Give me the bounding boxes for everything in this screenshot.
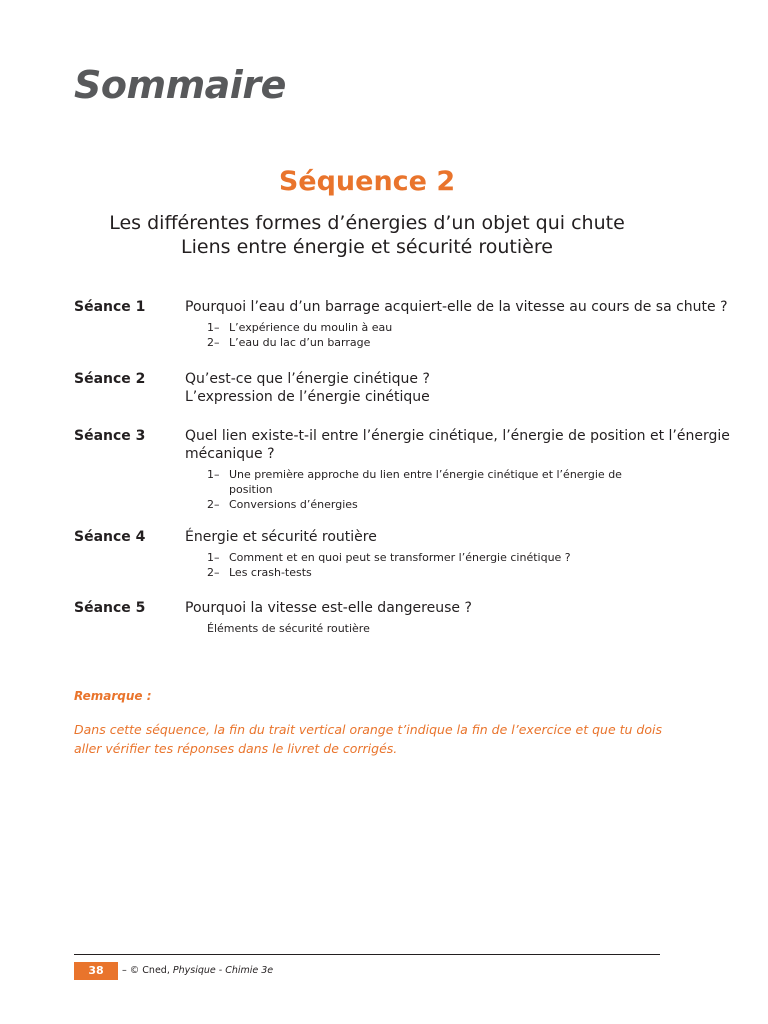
session-body xyxy=(185,528,674,580)
sequence-subtitle-line: Liens entre énergie et sécurité routière xyxy=(181,236,553,258)
session-label: Séance 4 xyxy=(74,529,146,545)
session-body xyxy=(185,370,674,406)
list-item xyxy=(207,335,674,350)
sequence-title: Séquence 2 xyxy=(278,166,456,197)
session-items xyxy=(185,550,674,580)
item-text: L’eau du lac d’un barrage xyxy=(229,336,371,349)
page-title: Sommaire xyxy=(74,63,286,107)
item-number: 1– xyxy=(207,468,220,481)
session-label: Séance 3 xyxy=(74,428,146,444)
item-number: 1– xyxy=(207,551,220,564)
session-title-line: Quel lien existe-t-il entre l’énergie cinétique, l’énergie de position et l’énergie xyxy=(185,428,730,444)
list-item xyxy=(207,565,674,580)
session-body xyxy=(185,427,730,512)
footer-credit xyxy=(122,963,273,979)
session-title xyxy=(185,298,728,316)
page-number: 38 xyxy=(74,962,118,980)
remark-title: Remarque : xyxy=(74,689,152,703)
session-label: Séance 2 xyxy=(74,371,146,387)
item-text: Une première approche du lien entre l’énergie cinétique et l’énergie de position xyxy=(229,468,622,496)
session-title xyxy=(185,528,674,546)
list-item: Éléments de sécurité routière xyxy=(207,622,370,635)
item-number: 2– xyxy=(207,498,220,511)
session-items xyxy=(185,467,674,512)
session-body xyxy=(185,599,674,636)
session-title xyxy=(185,599,674,617)
session-title-line: mécanique ? xyxy=(185,446,275,462)
list-item xyxy=(207,550,674,565)
remark-text: Dans cette séquence, la fin du trait vertical orange t’indique la fin de l’exercice et que tu dois aller vérifier tes réponses dans le livret de corrigés. xyxy=(74,722,662,756)
sequence-subtitle-line: Les différentes formes d’énergies d’un objet qui chute xyxy=(109,212,625,234)
session-title-line: L’expression de l’énergie cinétique xyxy=(185,389,430,405)
item-text: Conversions d’énergies xyxy=(229,498,358,511)
list-item xyxy=(207,497,674,512)
item-number: 1– xyxy=(207,321,220,334)
session-title-line: Pourquoi la vitesse est-elle dangereuse ? xyxy=(185,600,472,616)
item-text: Comment et en quoi peut se transformer l’énergie cinétique ? xyxy=(229,551,571,564)
footer-divider xyxy=(74,954,660,955)
session-title-line: Énergie et sécurité routière xyxy=(185,529,377,545)
session-label: Séance 1 xyxy=(74,299,146,315)
session-body xyxy=(185,298,728,350)
footer-course: Physique - Chimie 3e xyxy=(172,965,274,976)
session-title-line: Qu’est-ce que l’énergie cinétique ? xyxy=(185,371,430,387)
session-items xyxy=(185,320,674,350)
item-text: Les crash-tests xyxy=(229,566,312,579)
item-number: 2– xyxy=(207,336,220,349)
session-title xyxy=(185,427,730,463)
list-item xyxy=(207,467,629,497)
session-title-line: Pourquoi l’eau d’un barrage acquiert-elle de la vitesse au cours de sa chute ? xyxy=(185,299,728,315)
sequence-subtitle xyxy=(0,211,734,259)
session-title xyxy=(185,370,674,406)
list-item xyxy=(207,320,674,335)
item-number: 2– xyxy=(207,566,220,579)
footer-prefix: – © Cned, xyxy=(122,965,170,976)
item-text: L’expérience du moulin à eau xyxy=(229,321,393,334)
session-label: Séance 5 xyxy=(74,600,146,616)
